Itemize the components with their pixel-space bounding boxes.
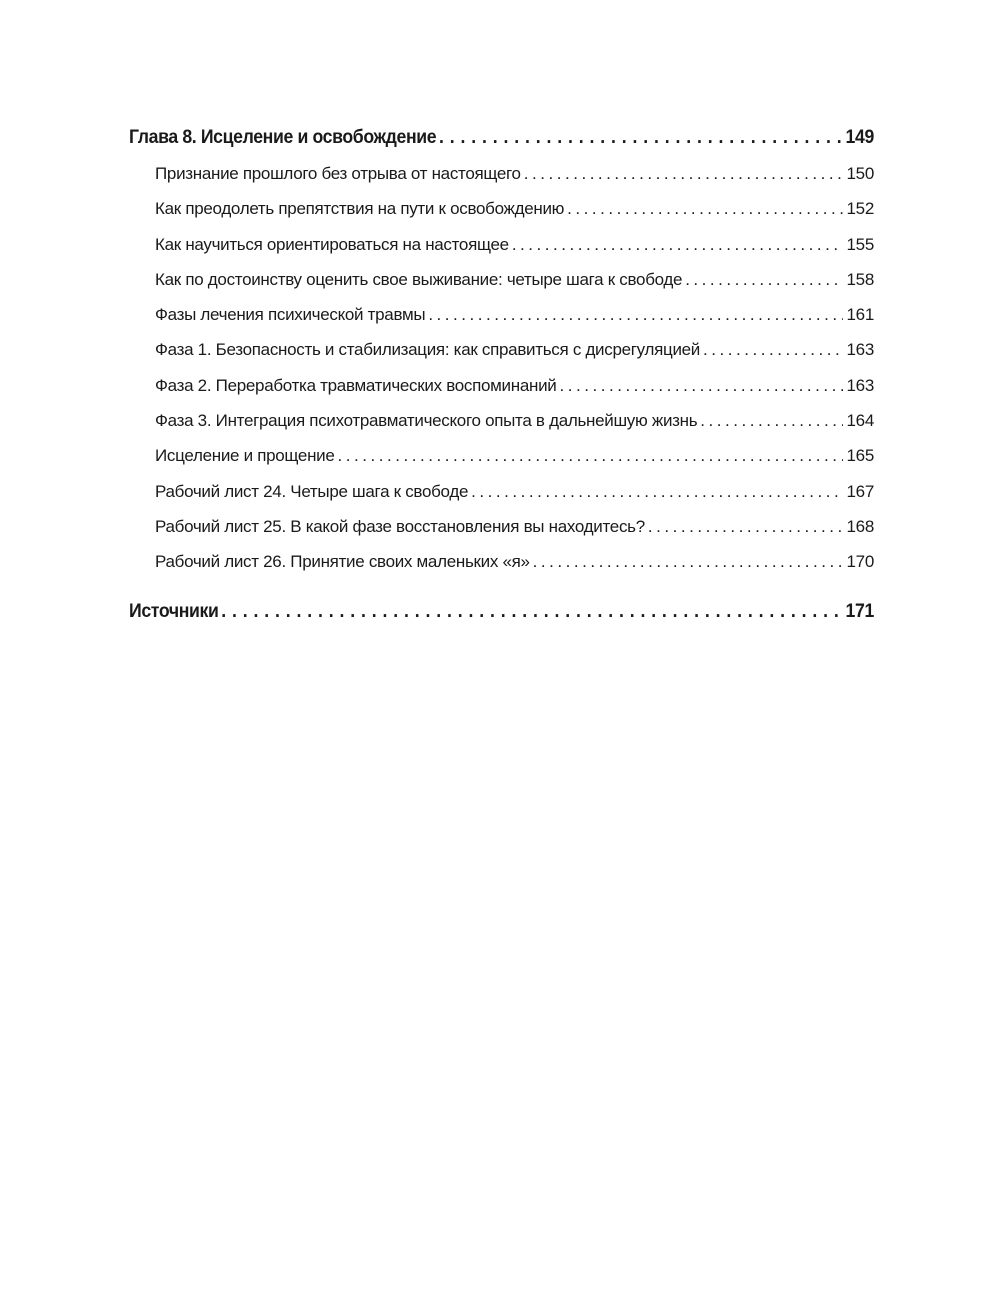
toc-entry[interactable]	[129, 297, 874, 332]
toc-page-number: 170	[846, 552, 874, 572]
toc-page-number: 149	[845, 127, 874, 148]
section-spacer	[129, 580, 874, 594]
toc-entry-title: Фаза 2. Переработка травматических воспоминаний	[155, 375, 557, 395]
toc-page-number: 165	[846, 446, 874, 466]
toc-sources[interactable]	[129, 594, 874, 630]
toc-entry[interactable]	[129, 438, 874, 473]
toc-page-number: 163	[846, 375, 874, 395]
dot-leader	[338, 438, 843, 473]
dot-leader	[567, 191, 842, 226]
toc-page-number: 168	[846, 516, 874, 536]
toc-entry[interactable]	[129, 227, 874, 262]
toc-entry[interactable]	[129, 156, 874, 191]
dot-leader	[685, 262, 842, 297]
toc-entry[interactable]	[129, 191, 874, 226]
dot-leader	[700, 403, 842, 438]
toc-chapter-title: Источники	[129, 600, 219, 622]
table-of-contents	[129, 120, 874, 630]
toc-chapter-8[interactable]	[129, 120, 874, 156]
dot-leader	[428, 297, 842, 332]
toc-page-number: 155	[846, 234, 874, 254]
toc-entry[interactable]	[129, 403, 874, 438]
toc-page-number: 161	[846, 305, 874, 325]
toc-entry[interactable]	[129, 509, 874, 544]
toc-chapter-title: Глава 8. Исцеление и освобождение	[129, 127, 437, 148]
dot-leader	[533, 544, 843, 579]
dot-leader	[512, 227, 843, 262]
toc-entry[interactable]	[129, 332, 874, 367]
dot-leader	[439, 120, 842, 156]
dot-leader	[559, 368, 842, 403]
toc-entry-title: Рабочий лист 24. Четыре шага к свободе	[155, 481, 469, 501]
toc-page-number: 163	[846, 340, 874, 360]
toc-page-number: 167	[846, 481, 874, 501]
toc-entry[interactable]	[129, 544, 874, 579]
toc-entry-title: Фаза 3. Интеграция психотравматического опыта в дальнейшую жизнь	[155, 411, 698, 431]
dot-leader	[703, 332, 843, 367]
toc-entry[interactable]	[129, 474, 874, 509]
toc-entry[interactable]	[129, 262, 874, 297]
toc-page-number: 152	[846, 199, 874, 219]
dot-leader	[221, 594, 842, 630]
toc-entry-title: Рабочий лист 25. В какой фазе восстановления вы находитесь?	[155, 516, 645, 536]
toc-entry-title: Рабочий лист 26. Принятие своих маленьких «я»	[155, 552, 530, 572]
toc-entry-title: Исцеление и прощение	[155, 446, 335, 466]
toc-entry-title: Как научиться ориентироваться на настоящее	[155, 234, 509, 254]
toc-entry-title: Как преодолеть препятствия на пути к освобождению	[155, 199, 565, 219]
toc-page-number: 164	[846, 411, 874, 431]
toc-page-number: 171	[845, 600, 874, 622]
toc-entry-title: Фаза 1. Безопасность и стабилизация: как справиться с дисрегуляцией	[155, 340, 701, 360]
toc-page-number: 158	[846, 269, 874, 289]
toc-entry-title: Как по достоинству оценить свое выживание: четыре шага к свободе	[155, 269, 683, 289]
dot-leader	[524, 156, 843, 191]
toc-entry-title: Фазы лечения психической травмы	[155, 305, 426, 325]
dot-leader	[471, 474, 842, 509]
toc-page-number: 150	[846, 164, 874, 183]
toc-entry-title: Признание прошлого без отрыва от настоящего	[155, 164, 521, 183]
dot-leader	[648, 509, 843, 544]
toc-entry[interactable]	[129, 368, 874, 403]
